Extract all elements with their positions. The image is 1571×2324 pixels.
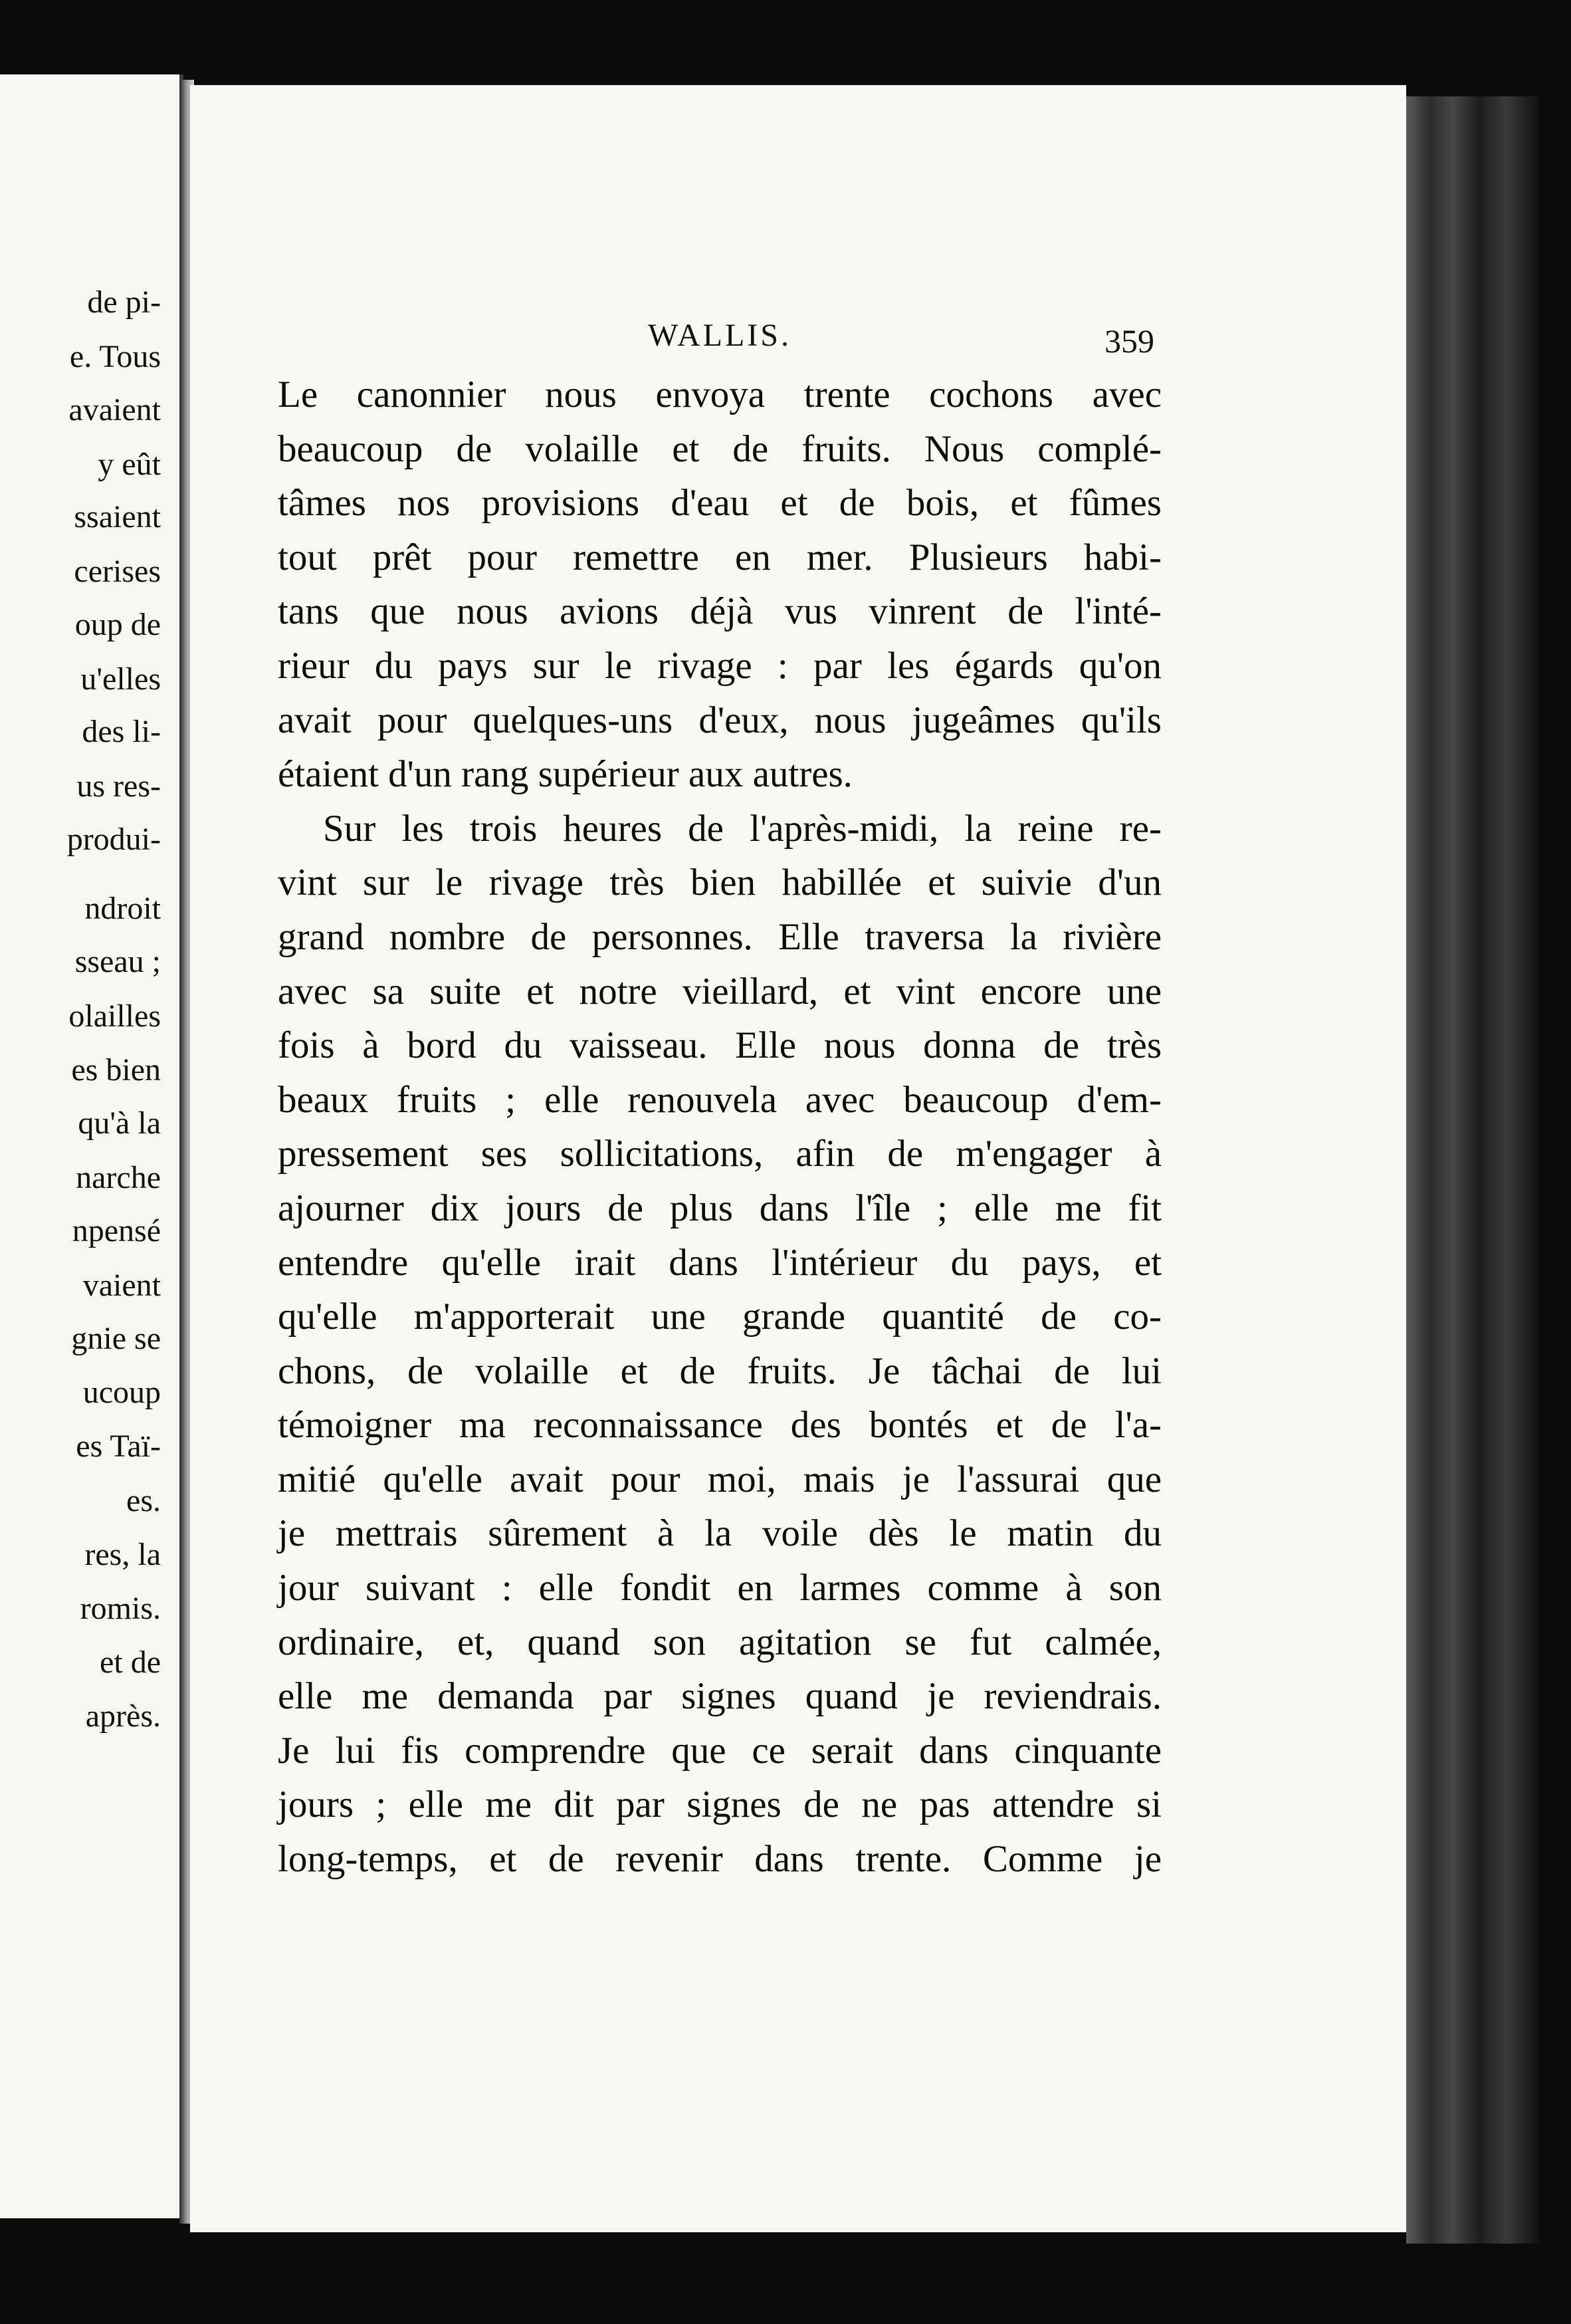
left-page-line: qu'à la — [78, 1105, 161, 1141]
text-line: pressement ses sollicitations, afin de m'engager à — [278, 1133, 1162, 1175]
left-page-line: u'elles — [80, 661, 161, 697]
running-head: WALLIS. — [648, 318, 791, 353]
left-page-line: es Taï- — [76, 1429, 161, 1464]
left-page-line: y eût — [98, 447, 161, 482]
text-line: rieur du pays sur le rivage : par les égards qu'on — [278, 644, 1162, 687]
text-line: grand nombre de personnes. Elle traversa la rivière — [278, 915, 1162, 958]
left-page-line: npensé — [72, 1213, 161, 1248]
text-line: mitié qu'elle avait pour moi, mais je l'assurai que — [278, 1458, 1162, 1500]
left-page-line: des li- — [82, 714, 161, 749]
left-page-line: res, la — [84, 1537, 161, 1572]
text-line: elle me demanda par signes quand je reviendrais. — [278, 1675, 1162, 1718]
left-page-line: et de — [100, 1645, 161, 1680]
text-line: témoigner ma reconnaissance des bontés et de l'a- — [278, 1404, 1162, 1447]
left-page-line: e. Tous — [69, 339, 161, 374]
text-line: étaient d'un rang supérieur aux autres. — [278, 753, 853, 796]
left-page-line: es bien — [71, 1052, 161, 1088]
text-line: chons, de volaille et de fruits. Je tâchai de lui — [278, 1349, 1162, 1392]
left-page-line: cerises — [74, 554, 161, 589]
text-line: avait pour quelques-uns d'eux, nous jugeâmes qu'ils — [278, 699, 1162, 741]
body-text — [278, 368, 1162, 1887]
left-page-line: olailles — [68, 998, 161, 1034]
left-page-line: vaient — [82, 1268, 161, 1303]
page-edges — [1406, 96, 1539, 2244]
left-page-line: ssaient — [74, 499, 161, 534]
text-line: entendre qu'elle irait dans l'intérieur du pays, et — [278, 1241, 1162, 1284]
text-line: vint sur le rivage très bien habillée et suivie d'un — [278, 862, 1162, 904]
left-page-line: avaient — [68, 392, 161, 427]
left-page-line: ucoup — [82, 1375, 161, 1410]
left-page-line: romis. — [80, 1591, 161, 1626]
text-line: Sur les trois heures de l'après-midi, la reine re- — [323, 807, 1162, 850]
left-page-line: gnie se — [71, 1321, 161, 1356]
left-page-line: produi- — [66, 822, 161, 857]
text-line: avec sa suite et notre vieillard, et vint encore une — [278, 970, 1162, 1012]
text-line: ajourner dix jours de plus dans l'île ; elle me fit — [278, 1187, 1162, 1229]
text-line: tans que nous avions déjà vus vinrent de l'inté- — [278, 590, 1162, 633]
text-line: Je lui fis comprendre que ce serait dans cinquante — [278, 1729, 1162, 1772]
text-line: qu'elle m'apporterait une grande quantité de co- — [278, 1296, 1162, 1338]
text-line: long-temps, et de revenir dans trente. Comme je — [278, 1838, 1162, 1881]
left-page-line: de pi- — [87, 285, 161, 320]
page-number: 359 — [1104, 322, 1154, 360]
text-line: tâmes nos provisions d'eau et de bois, et fûmes — [278, 482, 1162, 524]
text-line: Le canonnier nous envoya trente cochons avec — [278, 374, 1162, 415]
text-line: je mettrais sûrement à la voile dès le matin du — [278, 1512, 1162, 1555]
left-page-line: oup de — [74, 607, 161, 642]
left-page-line: narche — [76, 1160, 161, 1195]
left-page-line: ndroit — [84, 891, 161, 926]
left-page-line: sseau ; — [74, 944, 161, 979]
left-page-line: es. — [126, 1483, 161, 1518]
text-line: beaux fruits ; elle renouvela avec beaucoup d'em- — [278, 1078, 1162, 1121]
text-line: jour suivant : elle fondit en larmes comme à son — [278, 1567, 1162, 1609]
text-line: beaucoup de volaille et de fruits. Nous complé- — [278, 427, 1162, 470]
left-page-line: us res- — [76, 768, 161, 804]
text-line: fois à bord du vaisseau. Elle nous donna de très — [278, 1024, 1162, 1067]
left-page — [0, 74, 183, 2218]
text-line: jours ; elle me dit par signes de ne pas attendre si — [278, 1784, 1162, 1826]
left-page-line: après. — [85, 1698, 161, 1734]
text-line: ordinaire, et, quand son agitation se fut calmée, — [278, 1621, 1162, 1663]
text-line: tout prêt pour remettre en mer. Plusieurs habi- — [278, 536, 1162, 578]
